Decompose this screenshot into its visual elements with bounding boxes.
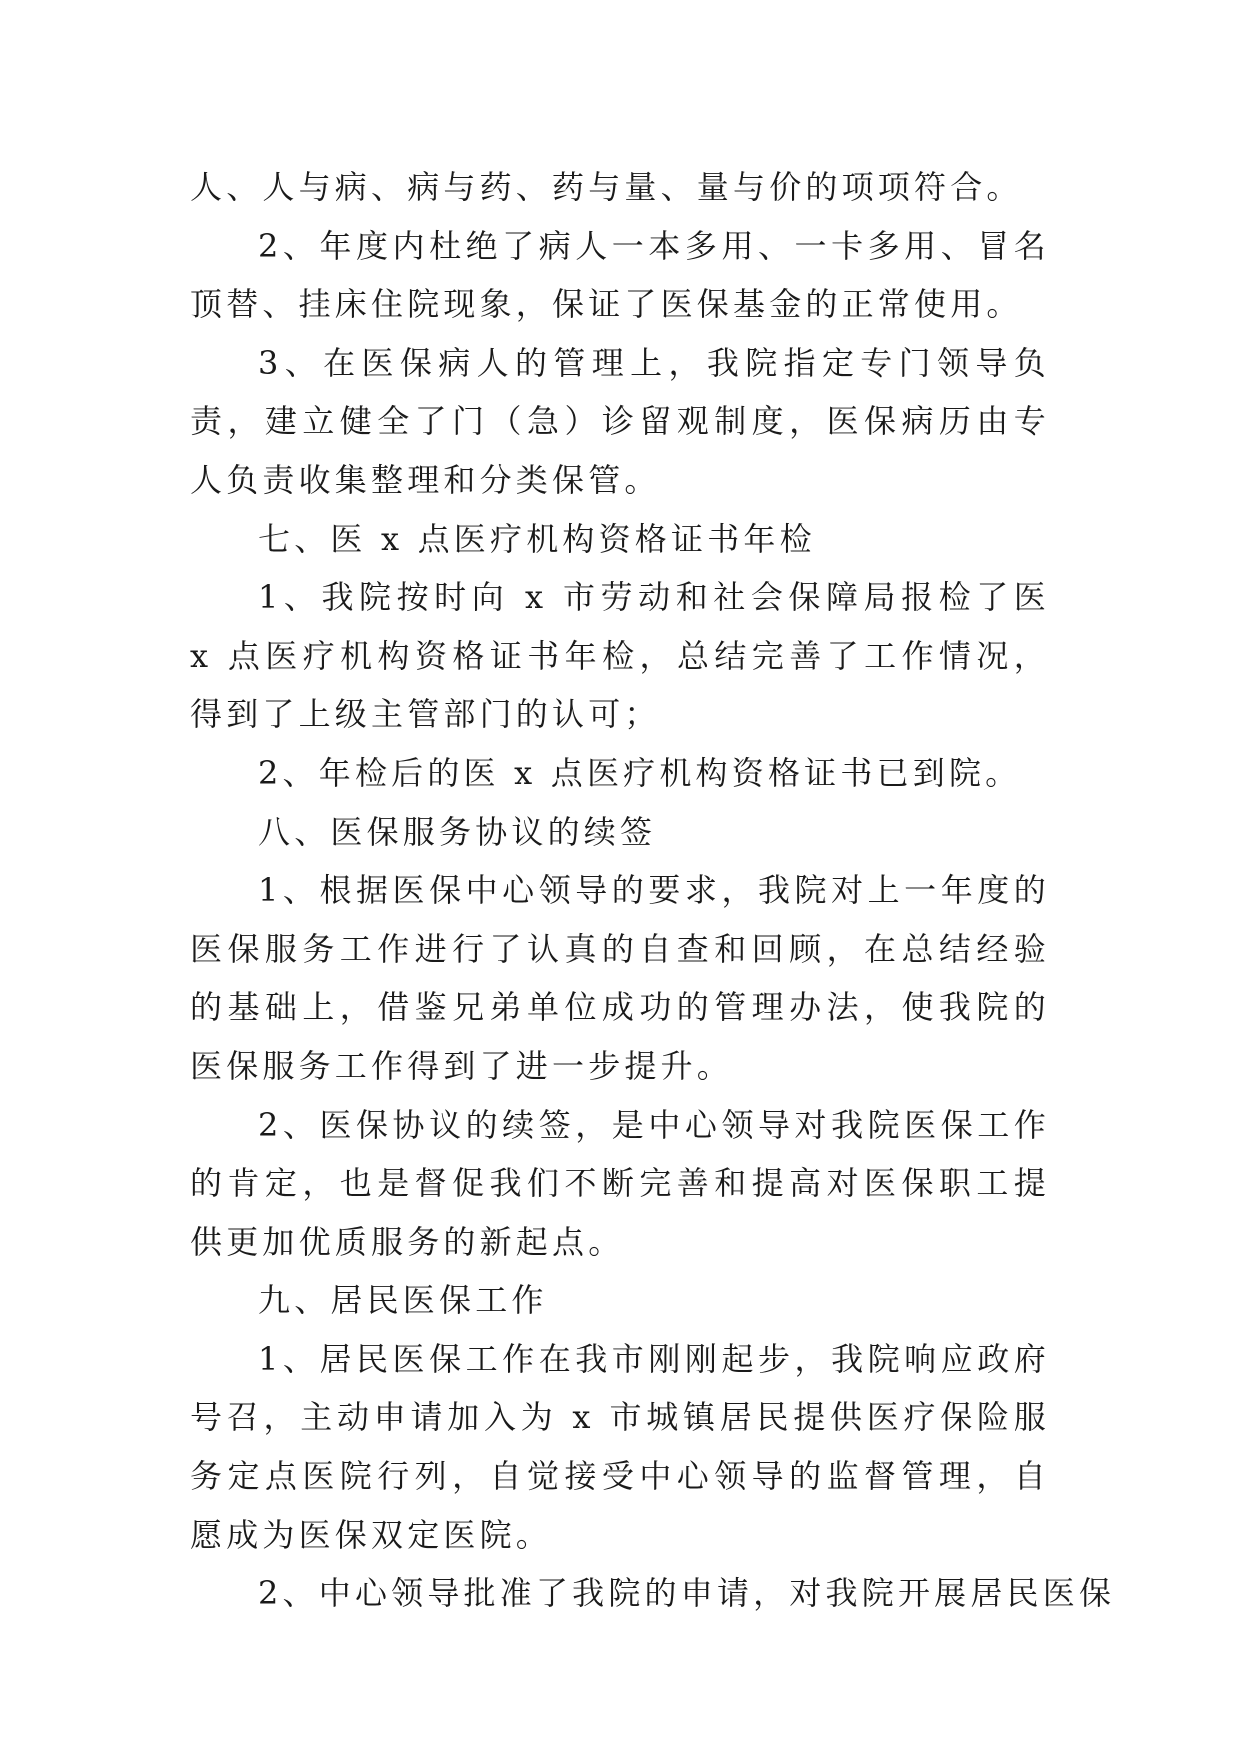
paragraph-item-2-no-reuse: 2、年度内杜绝了病人一本多用、一卡多用、冒名顶替、挂床住院现象，保证了医保基金的正常使用。 xyxy=(190,226,1050,324)
paragraph-item-3-patient-management: 3、在医保病人的管理上，我院指定专门领导负责，建立健全了门（急）诊留观制度，医保病历由专人负责收集整理和分类保管。 xyxy=(190,343,1050,499)
paragraph-8-item-1: 1、根据医保中心领导的要求，我院对上一年度的医保服务工作进行了认真的自查和回顾，在总结经验的基础上，借鉴兄弟单位成功的管理办法，使我院的医保服务工作得到了进一步提升。 xyxy=(190,871,1050,1085)
document-body xyxy=(190,158,1116,1623)
section-heading-9: 九、居民医保工作 xyxy=(258,1281,548,1320)
paragraph-9-item-1: 1、居民医保工作在我市刚刚起步，我院响应政府号召，主动申请加入为 x 市城镇居民提供医疗保险服务定点医院行列，自觉接受中心领导的监督管理，自愿成为医保双定医院。 xyxy=(190,1339,1050,1554)
paragraph-8-item-2: 2、医保协议的续签，是中心领导对我院医保工作的肯定，也是督促我们不断完善和提高对医保职工提供更加优质服务的新起点。 xyxy=(190,1105,1050,1261)
section-heading-8: 八、医保服务协议的续签 xyxy=(258,812,657,851)
paragraph-7-item-2: 2、年检后的医 x 点医疗机构资格证书已到院。 xyxy=(258,753,1022,792)
section-heading-7: 七、医 x 点医疗机构资格证书年检 xyxy=(258,519,816,558)
paragraph-continuation: 人、人与病、病与药、药与量、量与价的项项符合。 xyxy=(190,168,1023,206)
paragraph-7-item-1: 1、我院按时向 x 市劳动和社会保障局报检了医 x 点医疗机构资格证书年检，总结完善了工作情况，得到了上级主管部门的认可； xyxy=(190,578,1050,734)
paragraph-9-item-2: 2、中心领导批准了我院的申请，对我院开展居民医保 xyxy=(258,1574,1116,1613)
